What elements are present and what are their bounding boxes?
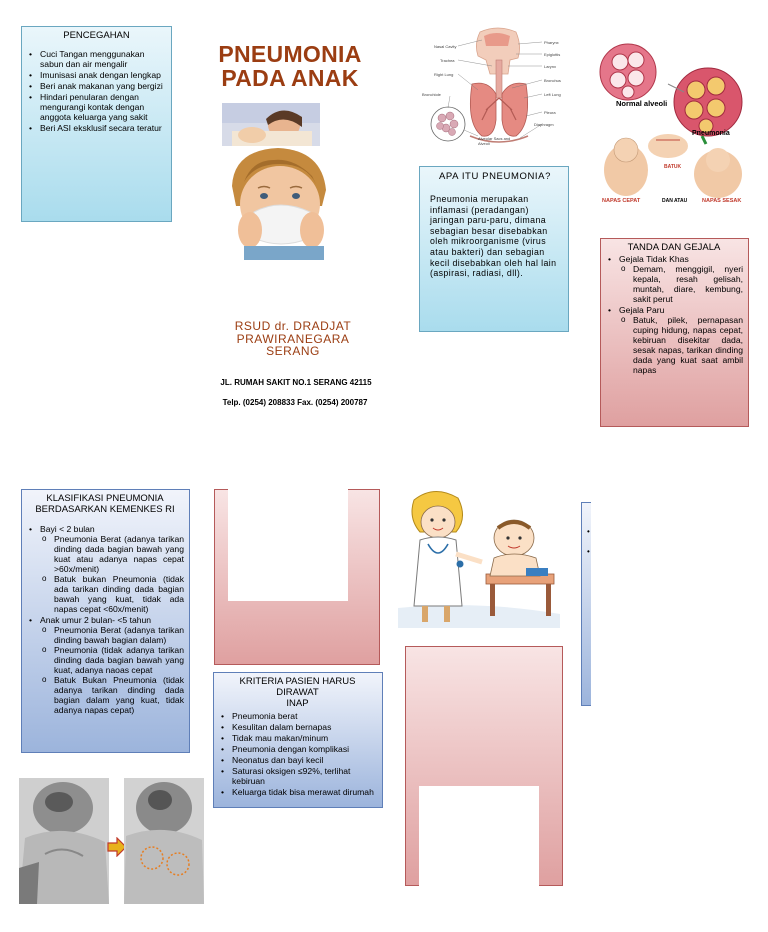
anatomy-label: Nasal Cavity [434, 44, 457, 49]
pneumonia-alveoli-label: Pneumonia [692, 130, 730, 137]
anatomy-label: Larynx [544, 64, 557, 69]
list-item: • Pneumonia dengan komplikasi [218, 744, 377, 754]
tanda-gejala-title: TANDA DAN GEJALA [627, 242, 721, 253]
list-item: • Pneumonia berat [218, 711, 377, 721]
list-item: • Imunisasi anak dengan lengkap [26, 70, 167, 80]
anatomy-labels [420, 24, 570, 152]
hospital-name [214, 320, 372, 358]
anatomy-label: Alveolar Sacs and Alveoli [478, 136, 511, 146]
kriteria-title-line2: INAP [286, 698, 309, 709]
list-item: • Kesulitan dalam bernapas [218, 722, 377, 732]
anatomy-label: Bronchiole [422, 92, 441, 97]
bullet-mark: • [587, 547, 590, 556]
cover-title [208, 42, 372, 90]
tanda-gejala-list [605, 254, 743, 375]
list-item [26, 615, 184, 715]
anatomy-label: Diaphragm [534, 122, 554, 127]
anatomy-label: Right Lung [434, 72, 454, 77]
list-item: o Demam, menggigil, nyeri kepala, resah gelisah, muntah, diare, kembung, sakit perut [619, 264, 743, 304]
child-tissue-image [214, 146, 352, 260]
list-item: • Tidak mau makan/minum [218, 733, 377, 743]
kriteria-title-line1: KRITERIA PASIEN HARUS DIRAWAT [239, 676, 356, 698]
baby-chest-before-image [19, 778, 109, 904]
klasifikasi-title [26, 493, 184, 515]
apa-itu-box [419, 166, 569, 332]
hospital-name-line3: SERANG [266, 344, 320, 358]
list-item: o Pneumonia Berat (adanya tarikan dinding dada bagian bawah yang kuat atau adanya napas cepat >60x/menit) [40, 534, 184, 574]
group-label: Anak umur 2 bulan- <5 tahun [40, 615, 152, 625]
sick-mother-image [222, 103, 320, 147]
klasifikasi-title-line1: KLASIFIKASI PNEUMONIA [46, 493, 164, 504]
anatomy-label: Bronchus [544, 78, 561, 83]
list-item: • Beri anak makanan yang bergizi [26, 81, 167, 91]
batuk-label: BATUK [664, 164, 682, 170]
list-item: o Pneumonia (tidak adanya tarikan dinding dada bagian bawah yang kuat, adanya naoas cepat [40, 645, 184, 675]
list-item: o Pneumonia Berat (adanya tarikan dinding bawah bagian dalam) [40, 625, 184, 645]
napas-sesak-label: NAPAS SESAK [702, 198, 742, 204]
anatomy-label: Left Lung [544, 92, 561, 97]
hospital-name-line2: PRAWIRANEGARA [236, 331, 350, 346]
list-item: • Neonatus dan bayi kecil [218, 755, 377, 765]
list-item [605, 305, 743, 375]
pencegahan-list [26, 49, 167, 133]
anatomy-label: Epiglottis [544, 52, 561, 57]
normal-alveoli-label: Normal alveoli [616, 99, 668, 108]
anatomy-label: Trachea [440, 58, 455, 63]
kriteria-box [213, 672, 383, 808]
baby-chest-after-image [124, 778, 204, 904]
list-item: • Cuci Tangan menggunakan sabun dan air mengalir [26, 49, 167, 69]
list-item [26, 524, 184, 614]
anatomy-label: Pharynx [544, 40, 559, 45]
alveoli-comparison-image [598, 36, 750, 214]
list-item [605, 254, 743, 304]
apa-itu-body: Pneumonia merupakan inflamasi (peradangan) jaringan paru-paru, dimana sebagian besar disebabkan oleh mikroorganisme (virus atau bakteri) dan sebagian kecil disebabkan oleh hal lain (aspirasi, radiasi, dll). [430, 194, 557, 279]
doctor-child-illustration [398, 488, 560, 628]
dan-atau-label: DAN ATAU [662, 198, 688, 204]
bullet-mark: • [587, 527, 590, 536]
cover-title-line1: PNEUMONIA [218, 41, 362, 67]
frame-cutout [228, 489, 348, 601]
klasifikasi-box [21, 489, 190, 753]
tanda-gejala-box [600, 238, 749, 427]
klasifikasi-title-line2: BERDASARKAN KEMENKES RI [35, 504, 175, 515]
apa-itu-title: APA ITU PNEUMONIA? [439, 171, 551, 182]
kriteria-title [218, 676, 377, 709]
hospital-address: JL. RUMAH SAKIT NO.1 SERANG 42115 [220, 378, 372, 387]
pencegahan-box [21, 26, 172, 222]
hospital-name-line1: RSUD dr. DRADJAT [234, 319, 352, 333]
pencegahan-title: PENCEGAHAN [63, 30, 130, 41]
hospital-phone: Telp. (0254) 208833 Fax. (0254) 200787 [222, 398, 368, 407]
list-item: • Keluarga tidak bisa merawat dirumah [218, 787, 377, 797]
partial-box-right [581, 502, 591, 706]
klasifikasi-list [26, 524, 184, 715]
kriteria-list [218, 711, 377, 797]
list-item: • Beri ASI eksklusif secara teratur [26, 123, 167, 133]
group-label: Gejala Paru [619, 305, 665, 315]
cover-title-line2: PADA ANAK [221, 65, 359, 91]
frame-cutout [419, 786, 539, 886]
napas-cepat-label: NAPAS CEPAT [602, 198, 641, 204]
list-item: • Hindari penularan dengan mengurangi kontak dengan anggota keluarga yang sakit [26, 92, 167, 122]
list-item: o Batuk bukan Pneumonia (tidak ada tarikan dinding dada bagian bawah yang kuat, tidak ada napas cepat <60x/menit) [40, 574, 184, 614]
list-item: o Batuk Bukan Pneumonia (tidak adanya tarikan dinding dada bagian dalam yang kuat, tidak adanya napas cepat) [40, 675, 184, 715]
list-item: • Saturasi oksigen ≤92%, terlihat kebiruan [218, 766, 377, 786]
group-label: Gejala Tidak Khas [619, 254, 689, 264]
anatomy-label: Pleura [544, 110, 556, 115]
list-item: o Batuk, pilek, pernapasan cuping hidung, napas cepat, kebiruan disekitar dada, sesak napas, tarikan dinding dada yang kuat saat ambil napas [619, 315, 743, 375]
group-label: Bayi < 2 bulan [40, 524, 95, 534]
